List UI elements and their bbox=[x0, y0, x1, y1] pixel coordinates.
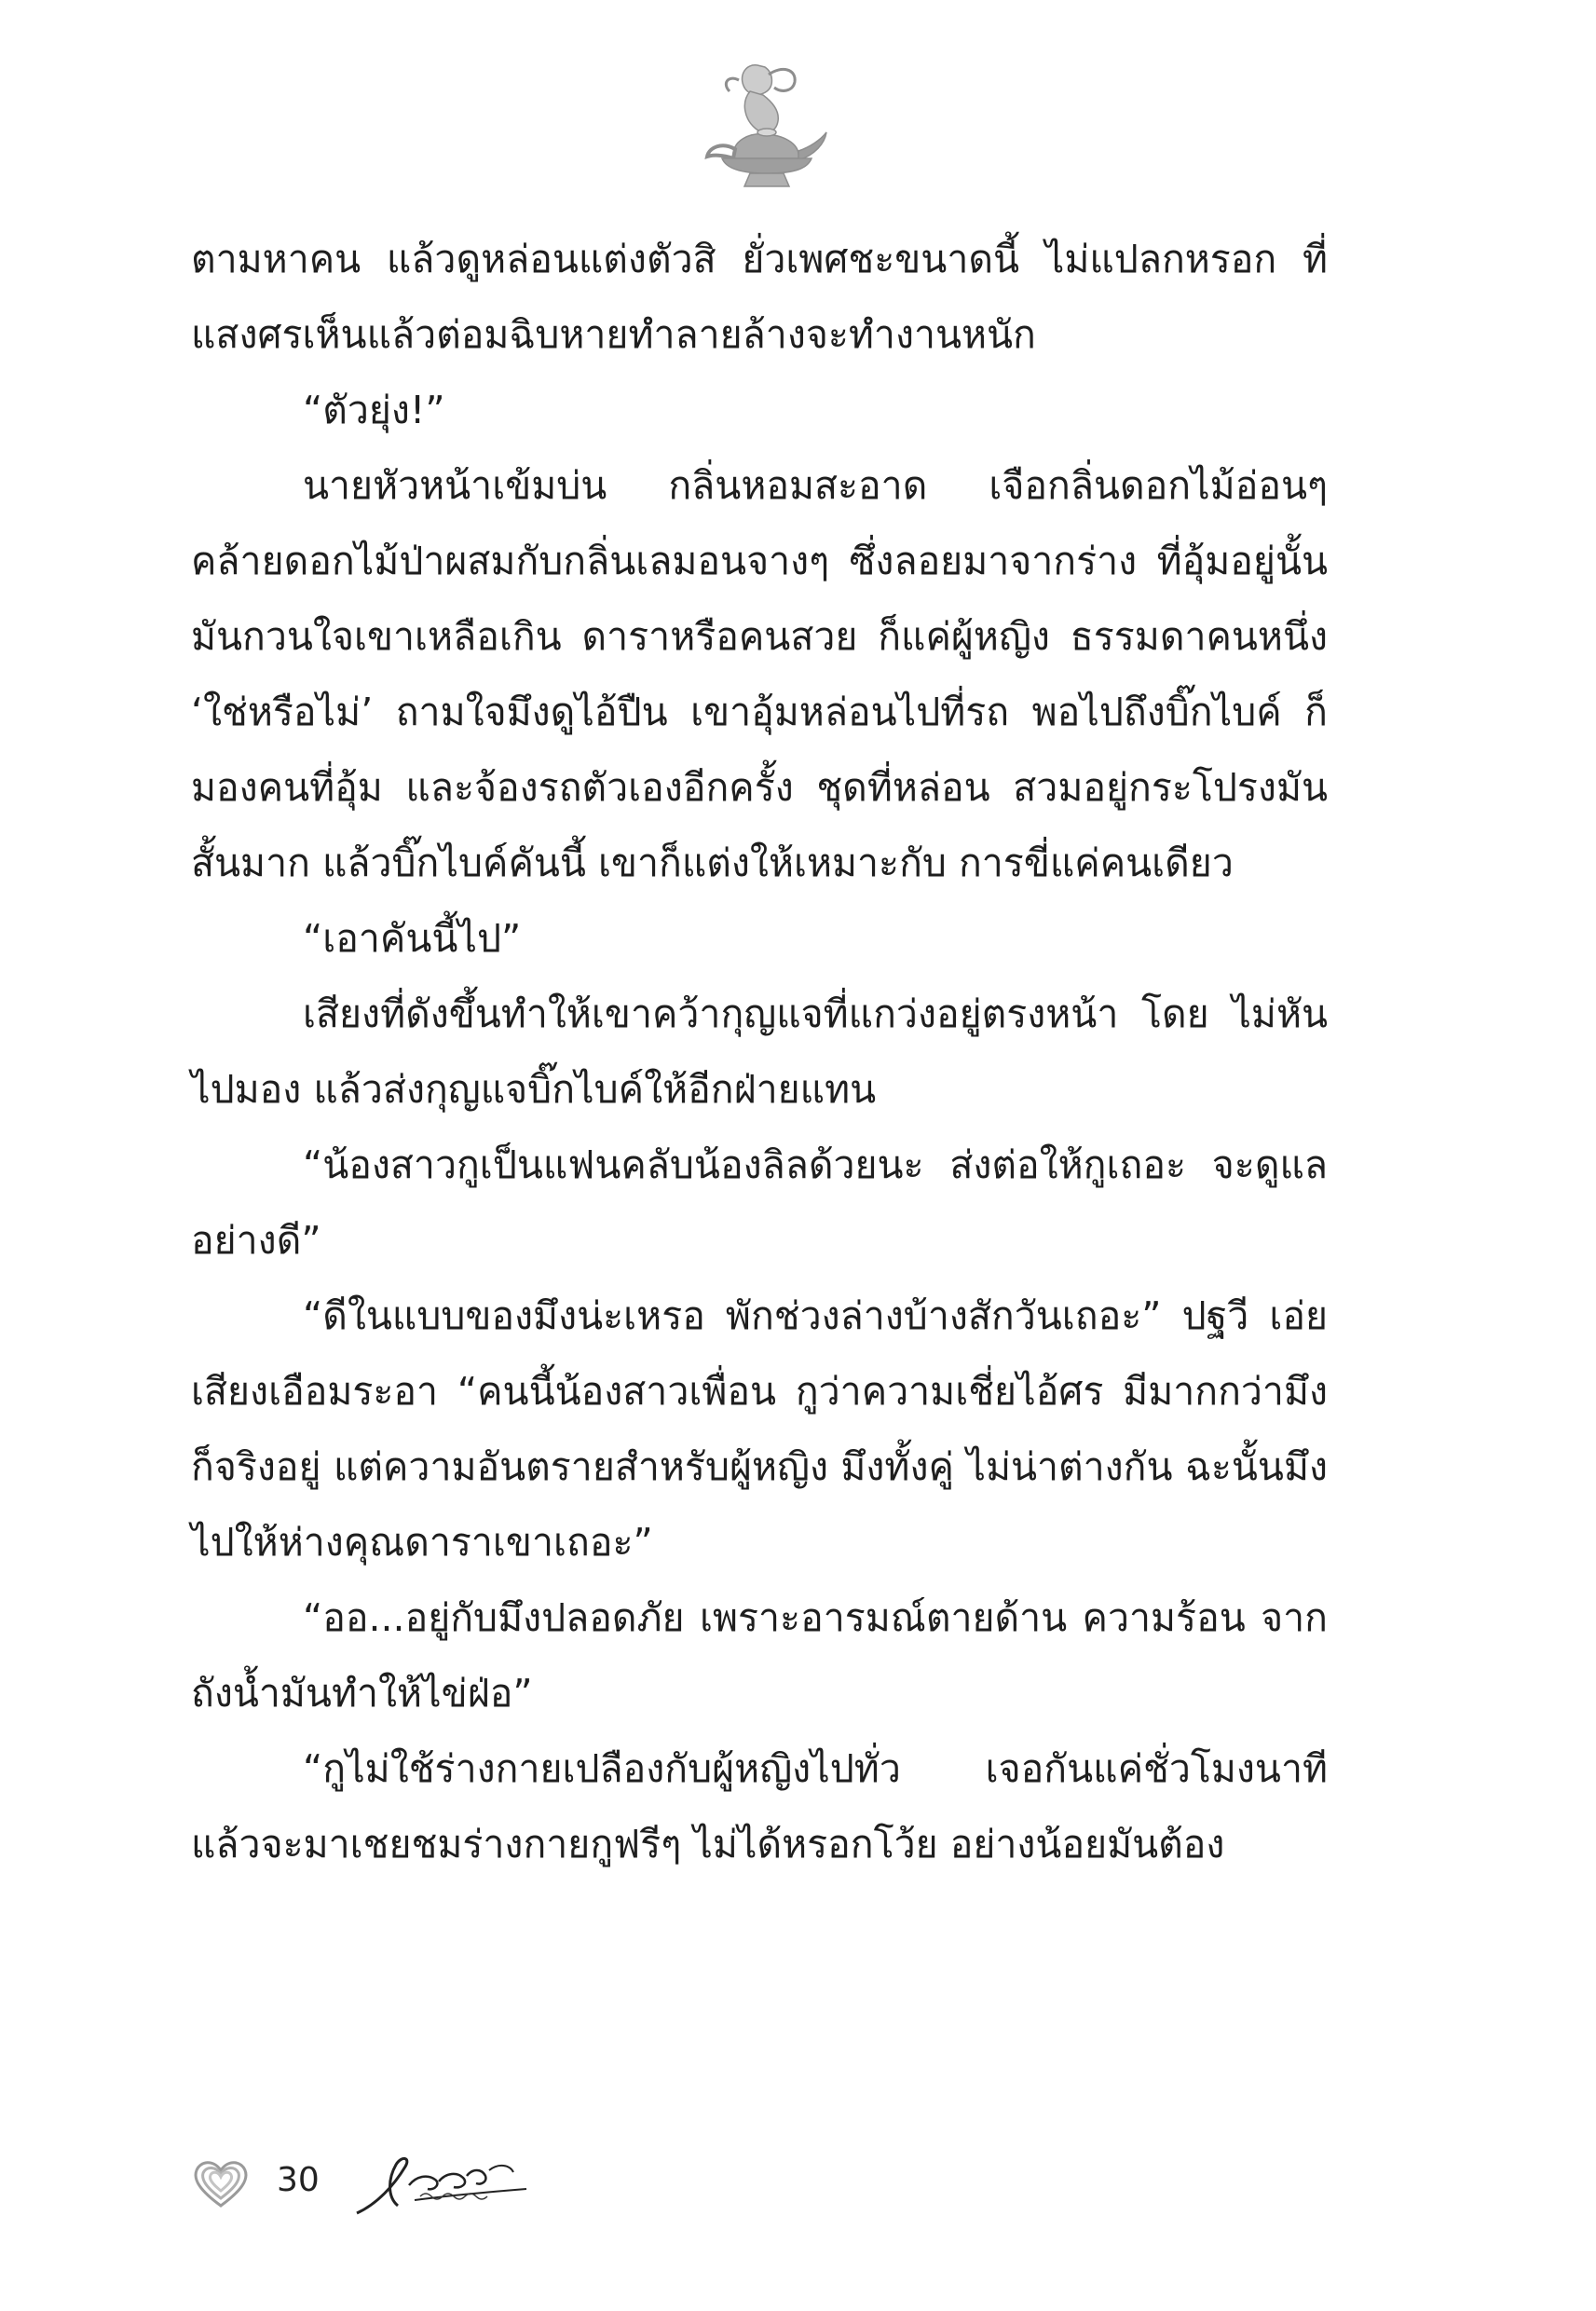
body-text bbox=[191, 222, 1328, 1882]
paragraph-3: นายหัวหน้าเข้มบ่น กลิ่นหอมสะอาด เจือกลิ่นดอกไม้อ่อนๆ คล้ายดอกไม้ป่าผสมกับกลิ่นเลมอนจางๆ ซึ่งลอยมาจากร่าง ที่อุ้มอยู่นั้น มันกวนใจเขาเหลือเกิน ดาราหรือคนสวย ก็แค่ผู้หญิง ธรรมดาคนหนึ่ง ‘ใช่หรือไม่’ ถามใจมึงดูไอ้ปืน เขาอุ้มหล่อนไปที่รถ พอไปถึงบิ๊กไบค์ ก็มองคนที่อุ้ม และจ้องรถตัวเองอีกครั้ง ชุดที่หล่อน สวมอยู่กระโปรงมันสั้นมาก แล้วบิ๊กไบค์คันนี้ เขาก็แต่งให้เหมาะกับ การขี่แค่คนเดียว bbox=[191, 463, 1328, 885]
paragraph-9: “กูไม่ใช้ร่างกายเปลืองกับผู้หญิงไปทั่ว เจอกันแค่ชั่วโมงนาที แล้วจะมาเชยชมร่างกายกูฟรีๆ ไม่ได้หรอกโว้ย อย่างน้อยมันต้อง bbox=[191, 1746, 1328, 1867]
paragraph-1: ตามหาคน แล้วดูหล่อนแต่งตัวสิ ยั่วเพศชะขนาดนี้ ไม่แปลกหรอก ที่แสงศรเห็นแล้วต่อมฉิบหายทำลายล้างจะทำงานหนัก bbox=[191, 237, 1328, 357]
paragraph-8: “ออ...อยู่กับมึงปลอดภัย เพราะอารมณ์ตายด้าน ความร้อน จากถังน้ำมันทำให้ไข่ฝ่อ” bbox=[191, 1595, 1328, 1716]
paragraph-2: “ตัวยุ่ง!” bbox=[303, 388, 445, 432]
page-number: 30 bbox=[277, 2161, 320, 2199]
paragraph-6: “น้องสาวกูเป็นแฟนคลับน้องลิลด้วยนะ ส่งต่อให้กูเถอะ จะดูแลอย่างดี” bbox=[191, 1142, 1328, 1263]
paragraph-7: “ดีในแบบของมึงน่ะเหรอ พักช่วงล่างบ้างสักวันเถอะ” ปฐวี เอ่ยเสียงเอือมระอา “คนนี้น้องสาวเพื่อน กูว่าความเชี่ยไอ้ศร มีมากกว่ามึงก็จริงอยู่ แต่ความอันตรายสำหรับผู้หญิง มึงทั้งคู่ ไม่น่าต่างกัน ฉะนั้นมึงไปให้ห่างคุณดาราเขาเถอะ” bbox=[191, 1293, 1328, 1565]
heart-ornament-icon bbox=[191, 2157, 251, 2209]
page-footer bbox=[191, 2148, 750, 2222]
paragraph-5: เสียงที่ดังขึ้นทำให้เขาคว้ากุญแจที่แกว่งอยู่ตรงหน้า โดย ไม่หันไปมอง แล้วส่งกุญแจบิ๊กไบค์ให้อีกฝ่ายแทน bbox=[191, 991, 1328, 1112]
genie-lamp-icon bbox=[685, 47, 834, 200]
author-signature-logo bbox=[349, 2148, 545, 2222]
paragraph-4: “เอาคันนี้ไป” bbox=[303, 916, 522, 961]
